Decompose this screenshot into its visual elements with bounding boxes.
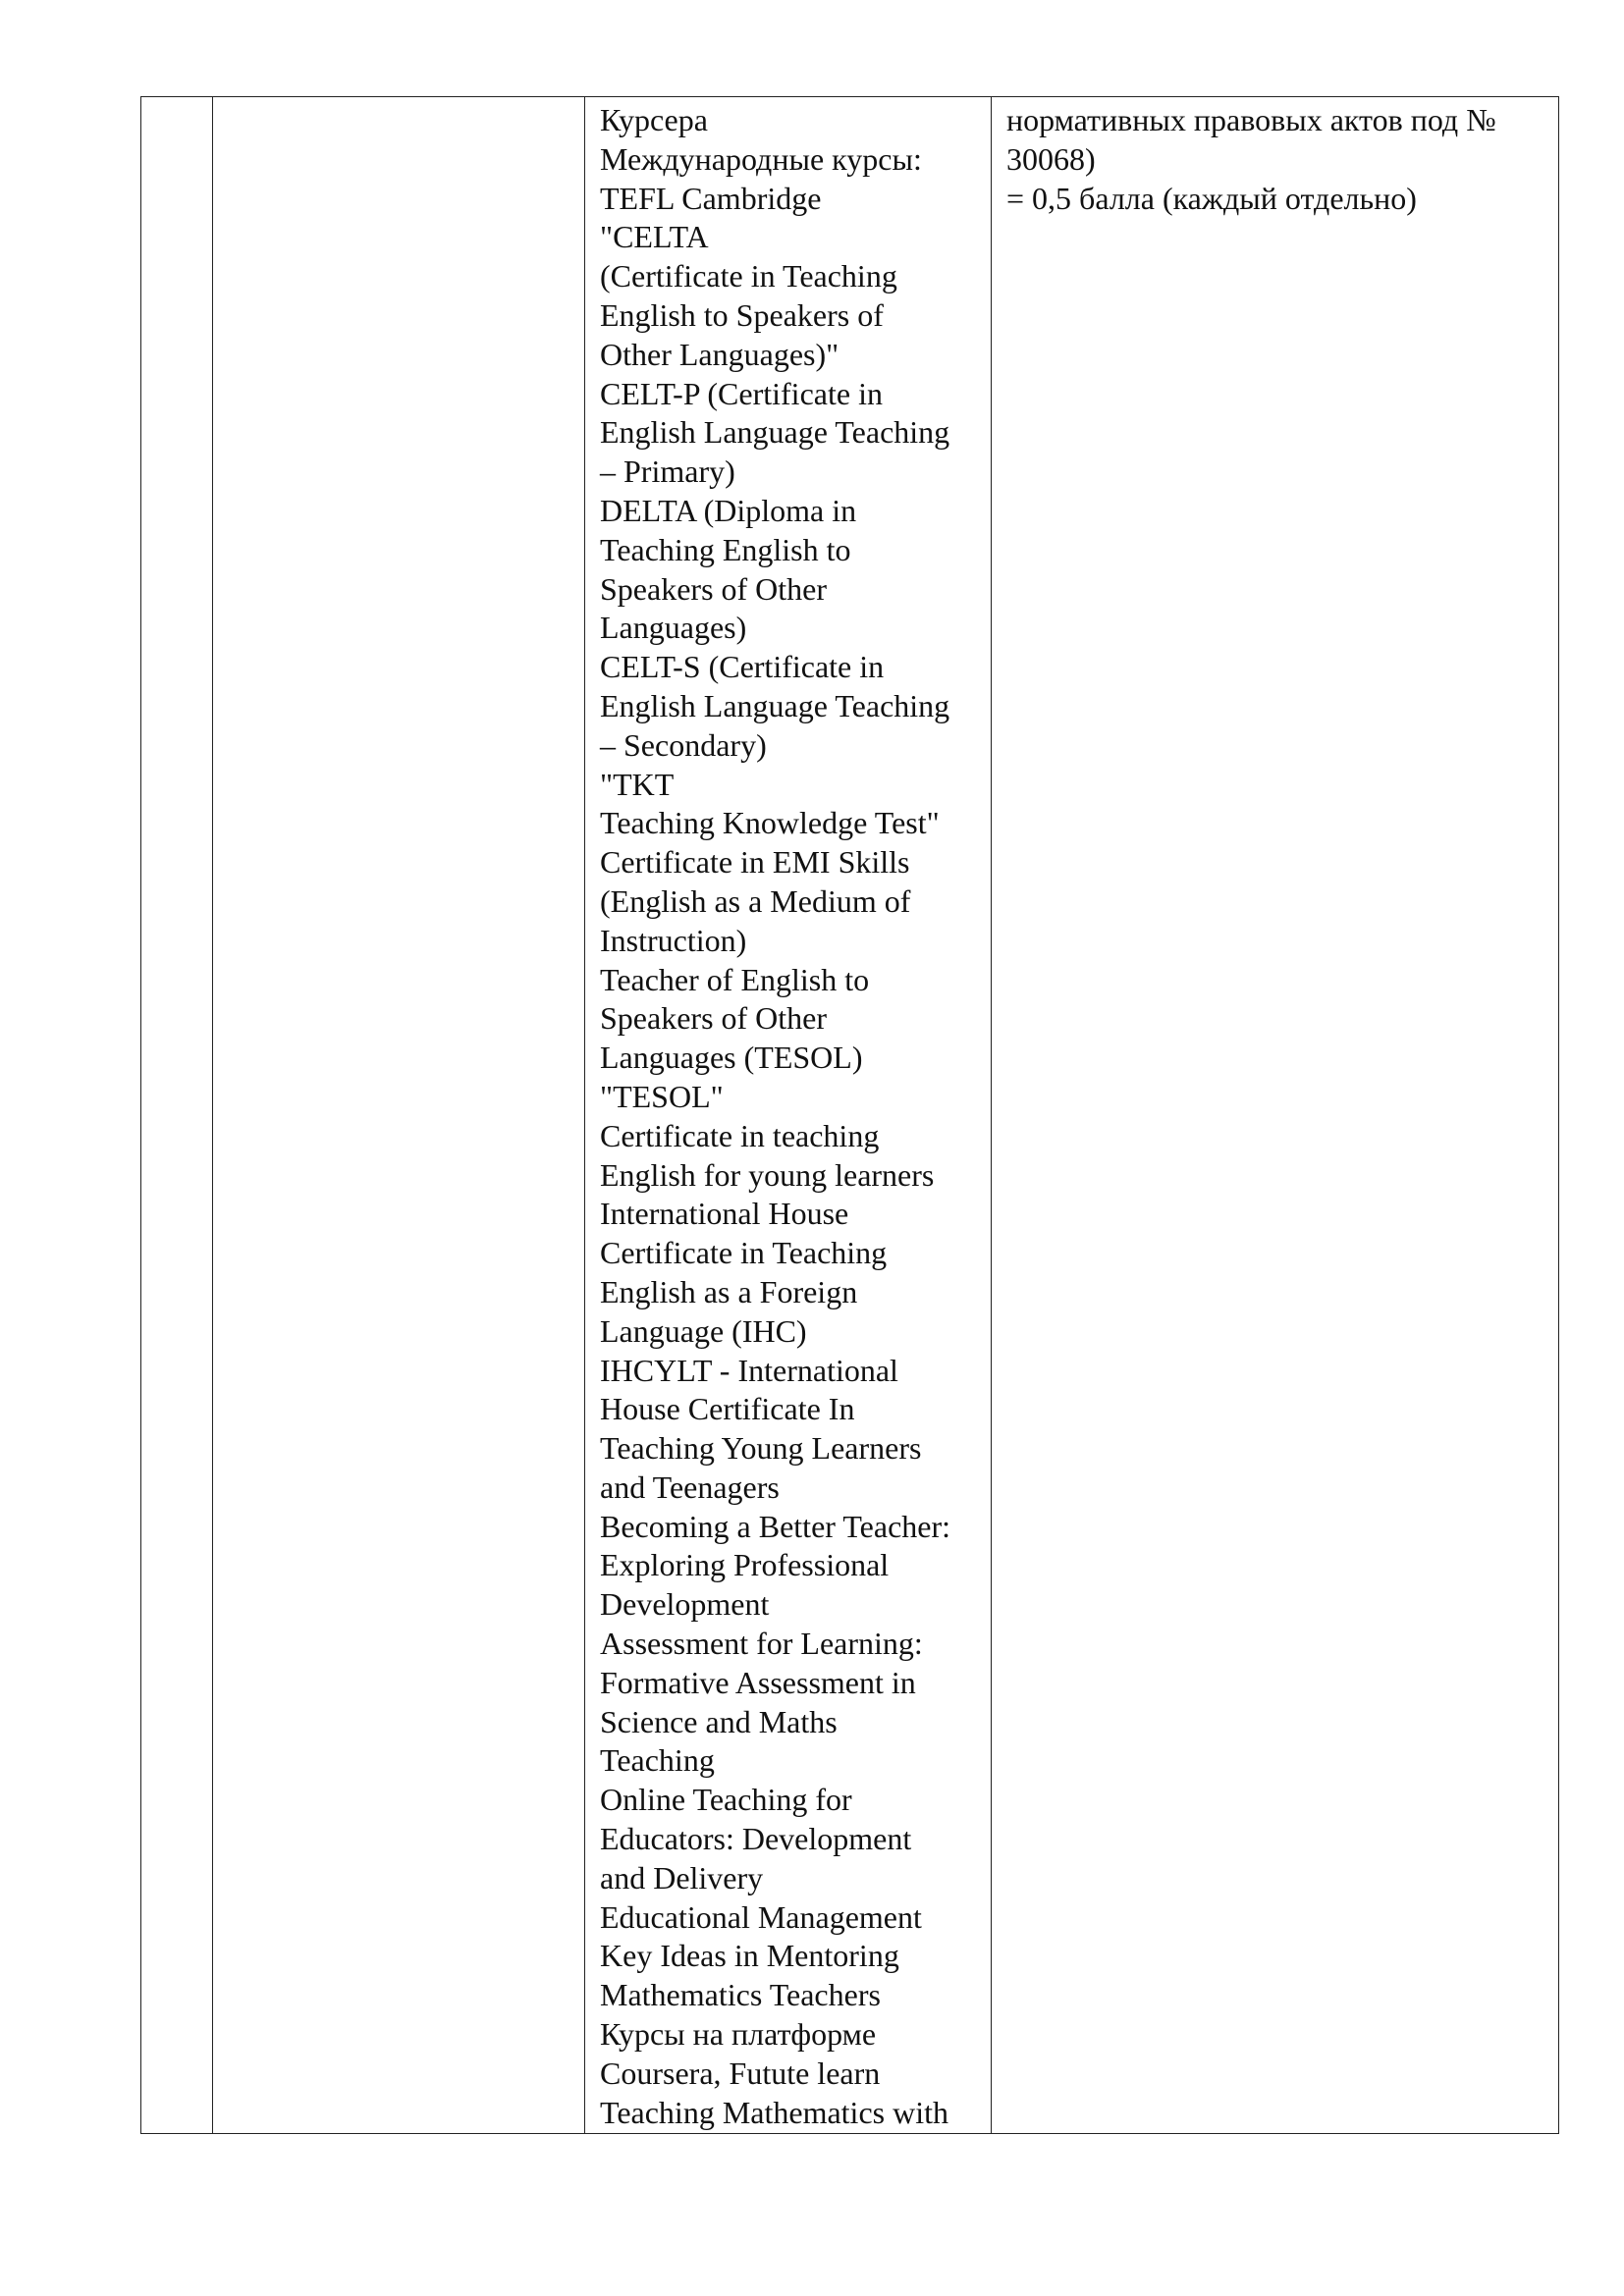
points-line: 30068) xyxy=(1006,140,1096,177)
course-line: Certificate in EMI Skills xyxy=(600,844,910,881)
course-line: Other Languages)" xyxy=(600,336,839,372)
course-line: English to Speakers of xyxy=(600,296,884,333)
criteria-table xyxy=(140,96,1559,2134)
course-line: Language (IHC) xyxy=(600,1312,807,1349)
points-line: нормативных правовых актов под № xyxy=(1006,102,1496,137)
course-line: International House xyxy=(600,1196,849,1232)
course-line: Speakers of Other xyxy=(600,1000,828,1037)
indicator-text xyxy=(213,97,584,101)
course-line: Instruction) xyxy=(600,922,747,958)
course-line: Educational Management xyxy=(600,1898,922,1935)
course-line: English Language Teaching xyxy=(600,687,950,723)
course-line: English for young learners xyxy=(600,1156,935,1193)
course-line: Development xyxy=(600,1586,770,1623)
course-line: Educators: Development xyxy=(600,1821,912,1857)
points-cell xyxy=(992,97,1559,2134)
courses-list xyxy=(585,97,991,2132)
points-description xyxy=(992,97,1558,218)
number-cell xyxy=(141,97,213,2134)
course-line: Teacher of English to xyxy=(600,961,870,997)
courses-cell xyxy=(585,97,992,2134)
course-line: House Certificate In xyxy=(600,1391,855,1427)
course-line: Курсы на платформе xyxy=(600,2016,877,2053)
course-line: CELT-P (Certificate in xyxy=(600,375,883,411)
course-line: Mathematics Teachers xyxy=(600,1977,881,2013)
course-line: Speakers of Other xyxy=(600,570,828,607)
course-line: "TKT xyxy=(600,766,675,802)
course-line: TEFL Cambridge xyxy=(600,180,822,216)
course-line: Certificate in Teaching xyxy=(600,1235,888,1271)
indicator-cell xyxy=(213,97,585,2134)
course-line: Becoming a Better Teacher: xyxy=(600,1508,951,1544)
course-line: IHCYLT - International xyxy=(600,1352,898,1388)
course-line: Certificate in teaching xyxy=(600,1117,880,1153)
course-line: Languages (TESOL) xyxy=(600,1040,863,1076)
course-line: Online Teaching for xyxy=(600,1782,852,1818)
course-line: Coursera, Futute learn xyxy=(600,2055,881,2091)
course-line: Международные курсы: xyxy=(600,140,922,177)
course-line: Key Ideas in Mentoring xyxy=(600,1938,899,1974)
course-line: Teaching Young Learners xyxy=(600,1430,922,1467)
course-line: Teaching English to xyxy=(600,531,851,567)
points-line: = 0,5 балла (каждый отдельно) xyxy=(1006,180,1417,216)
course-line: Assessment for Learning: xyxy=(600,1626,923,1662)
course-line: "CELTA xyxy=(600,219,709,255)
course-line: (Certificate in Teaching xyxy=(600,258,897,294)
course-line: – Secondary) xyxy=(600,726,767,763)
course-line: English Language Teaching xyxy=(600,414,950,451)
course-line: Teaching xyxy=(600,1742,715,1779)
course-line: Science and Maths xyxy=(600,1703,838,1739)
course-line: and Delivery xyxy=(600,1859,764,1896)
course-line: Teaching Knowledge Test" xyxy=(600,805,940,841)
course-line: English as a Foreign xyxy=(600,1273,858,1309)
course-line: Formative Assessment in xyxy=(600,1664,916,1700)
course-line: CELT-S (Certificate in xyxy=(600,649,885,685)
course-line: and Teenagers xyxy=(600,1468,780,1505)
course-line: Exploring Professional xyxy=(600,1547,890,1583)
number-text xyxy=(141,97,212,101)
course-line: DELTA (Diploma in xyxy=(600,492,857,528)
table-row xyxy=(141,97,1559,2134)
course-line: – Primary) xyxy=(600,454,735,490)
course-line: "TESOL" xyxy=(600,1078,724,1114)
course-line: Teaching Mathematics with xyxy=(600,2094,948,2130)
course-line: Курсера xyxy=(600,102,708,137)
course-line: (English as a Medium of xyxy=(600,882,911,919)
course-line: Languages) xyxy=(600,610,747,646)
